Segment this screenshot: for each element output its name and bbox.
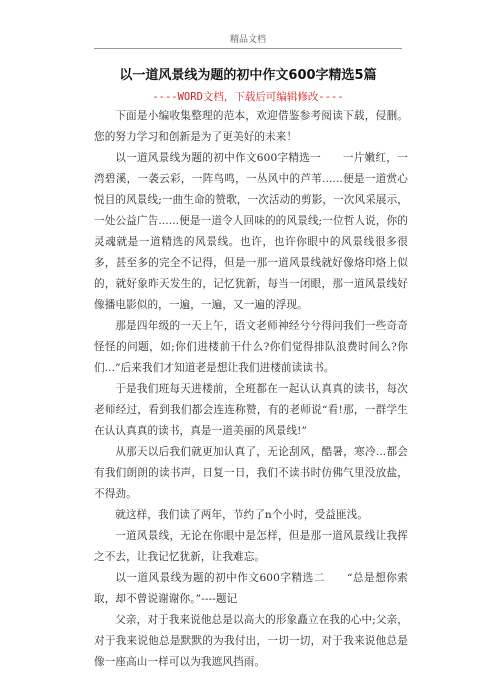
paragraph: 那是四年级的一天上午，语文老师神经兮兮得问我们一些奇奇怪怪的问题，如;你们进楼前干什么?你们觉得排队浪费时间么?你们...”后来我们才知道老是想让我们进楼前读读书。 (94, 320, 408, 374)
paragraph: 父亲，对于我来说他总是以高大的形象矗立在我的心中;父亲，对于我来说他总是默默的为我付出，一切一切，对于我来说他总是像一座高山一样可以为我遮风挡雨。 (94, 614, 408, 668)
header-divider (94, 48, 402, 49)
word-notice: ----WORD文档，下载后可编辑修改---- (152, 91, 344, 103)
document-title: 以一道风景线为题的初中作文600字精选5篇 (119, 68, 377, 83)
paragraph: 以一道风景线为题的初中作文600字精选一 一片嫩红，一湾碧溪，一袭云彩，一阵鸟鸣，一丛风中的芦苇......便是一道赏心悦目的风景线;一曲生命的赞歌，一次活动的剪影，一次风采展示，一处公益广告......便是一道令人回味的的风景线;一位哲人说，你的灵魂就是一道精选的风景线。也许，也许你眼中的风景线很多很多，甚至多的完全不记得，但是一那一道风景线就好像烙印烙上似的，就好象昨天发生的，记忆犹新，每当一闭眼，那一道风景线好像播电影似的，一遍，一遍，又一遍的浮现。 (94, 152, 408, 311)
paragraph: 于是我们班每天进楼前，全班都在一起认认真真的读书，每次老师经过，看到我们都会连连称赞，有的老师说“看!那，一群学生在认认真真的读书，真是一道美丽的风景线!” (94, 383, 408, 437)
document-body (94, 106, 408, 673)
paragraph: 以一道风景线为题的初中作文600字精选二 “总是想你索取，却不曾说谢谢你。”----题记 (94, 572, 408, 605)
page-header: 精品文档 (229, 35, 266, 45)
paragraph: 一道风景线，无论在你眼中是怎样，但是那一道风景线让我挥之不去，让我记忆犹新，让我难忘。 (94, 530, 408, 563)
paragraph: 就这样，我们读了两年，节约了n个小时，受益匪浅。 (115, 509, 369, 521)
paragraph: 下面是小编收集整理的范本，欢迎借鉴参考阅读下载，侵删。您的努力学习和创新是为了更美好的未来！ (94, 110, 408, 143)
paragraph: 从那天以后我们就更加认真了，无论刮风，酷暑，寒冷...都会有我们朗朗的读书声，日复一日，我们不读书时仿佛气里没放盐，不得劲。 (94, 446, 408, 500)
